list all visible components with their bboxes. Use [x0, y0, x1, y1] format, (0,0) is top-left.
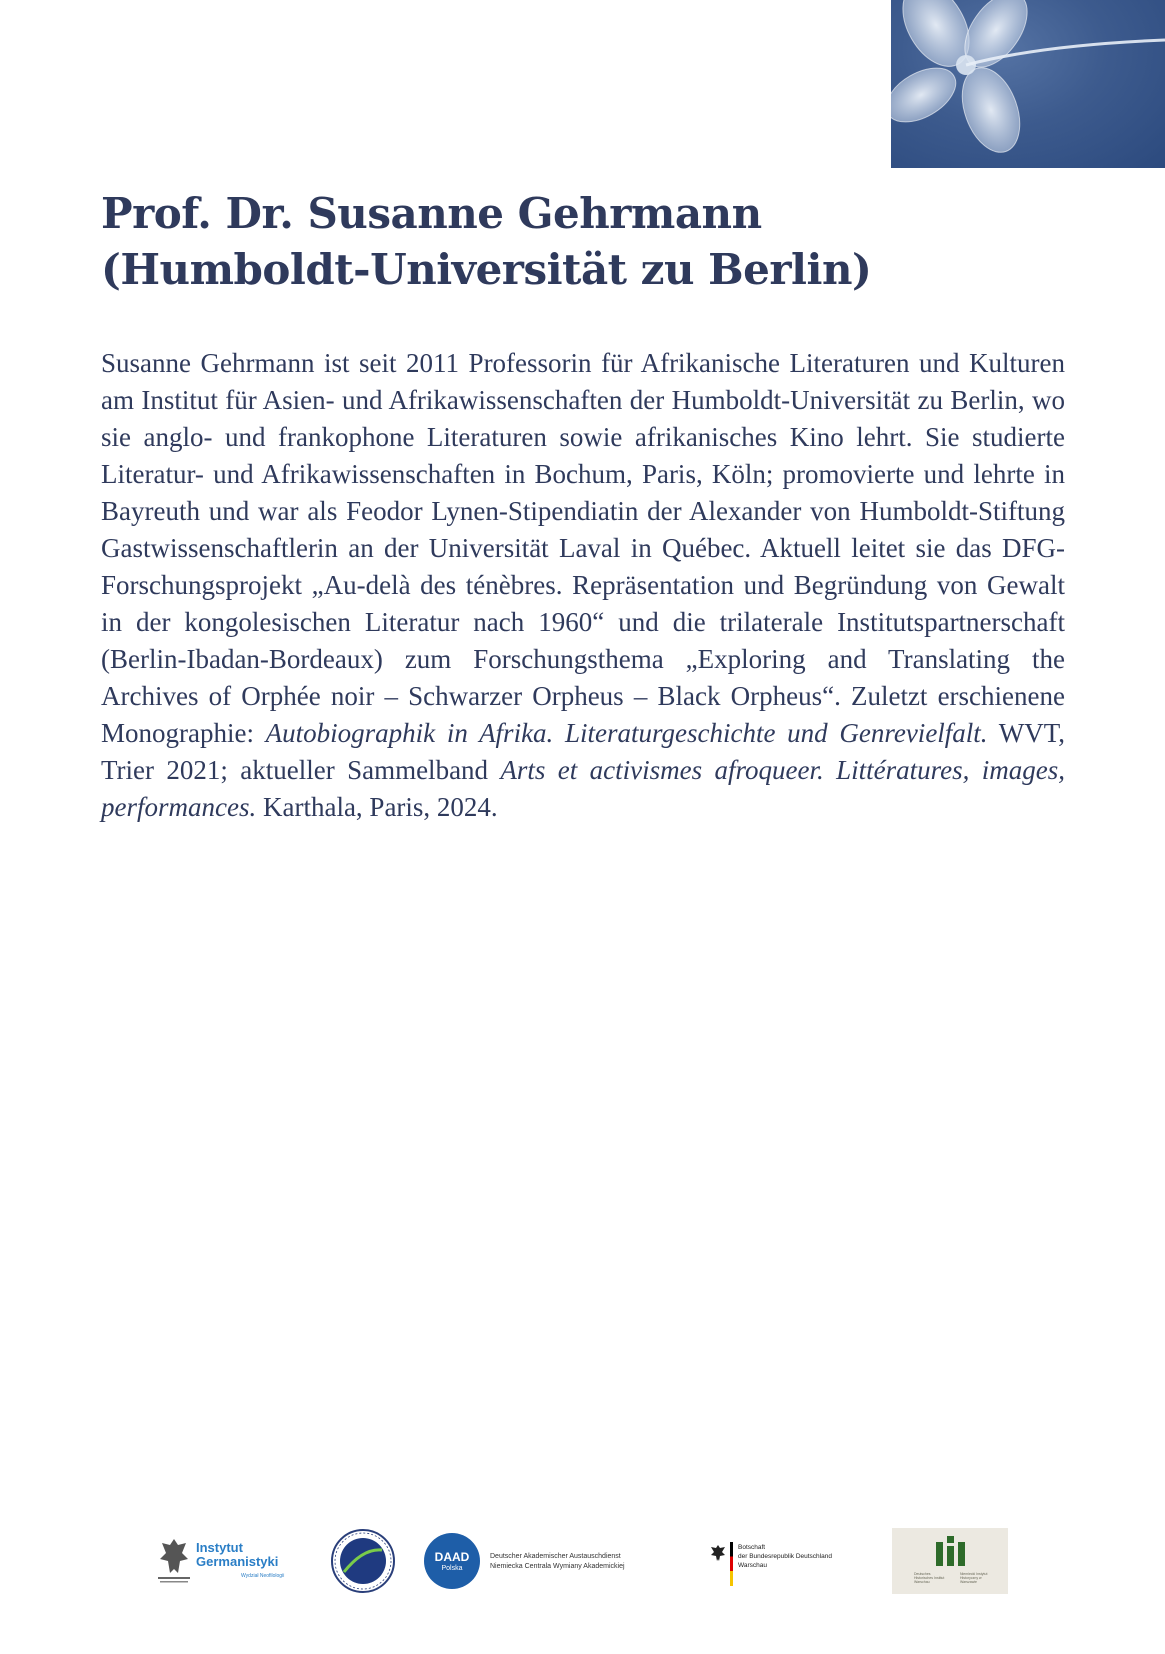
embassy-line-3: Warschau	[738, 1562, 768, 1569]
biography-text	[101, 345, 1065, 826]
bio-part-1: Susanne Gehrmann ist seit 2011 Professorin für Afrikanische Literaturen und Kulturen am Institut für Asien- und Afrikawissenschaften der Humboldt-Universität zu Berlin, wo sie anglo- und frankophone Literaturen sowie afrikanisches Kino lehrt. Sie studierte Literatur- und Afrikawissenschaften in Bochum, Paris, Köln; promovierte und lehrte in Bayreuth und war als Feodor Lynen-Stipendiatin der Alexander von Humboldt-Stiftung Gastwissenschaftlerin an der Universität Laval in Québec. Aktuell leitet sie das DFG-Forschungsprojekt „Au-delà des ténèbres. Repräsentation und Begründung von Gewalt in der kongolesischen Literatur nach 1960“ und die trilaterale Institutspartnerschaft (Berlin-Ibadan-Bordeaux) zum Forschungsthema „Exploring and Translating the Archives of Orphée noir – Schwarzer Orpheus – Black Orpheus“. Zuletzt erschienene Monographie:	[101, 348, 1065, 748]
dhi-polish-name: Niemiecki Instytut Historyczny w Warszawie	[960, 1572, 988, 1584]
german-flag-stripe	[730, 1542, 733, 1586]
daad-german-name: Deutscher Akademischer Austauschdienst	[490, 1553, 621, 1560]
page-title	[101, 186, 1001, 298]
uw-institute-label: Instytut	[196, 1540, 243, 1555]
cyanotype-flower-image	[891, 0, 1165, 168]
dhi-warsaw-logo	[892, 1528, 1008, 1594]
german-embassy-logo	[710, 1542, 860, 1586]
anthology-title: Arts et activismes afroqueer. Littératures, images, performances.	[101, 755, 1065, 822]
title-name: Prof. Dr. Susanne Gehrmann	[101, 189, 762, 238]
title-affiliation: (Humboldt-Universität zu Berlin)	[101, 245, 872, 294]
societas-humboldtiana-logo	[330, 1528, 396, 1594]
daad-polish-name: Niemiecka Centrala Wymiany Akademickiej	[490, 1563, 625, 1570]
embassy-line-2: der Bundesrepublik Deutschland	[738, 1553, 832, 1560]
eagle-icon	[156, 1535, 192, 1585]
uw-germanistik-label: Germanistyki	[196, 1554, 279, 1569]
federal-eagle-icon	[710, 1544, 726, 1562]
dhi-mark-icon	[936, 1536, 966, 1566]
dhi-german-name: Deutsches Historisches Institut Warschau	[914, 1572, 945, 1584]
uw-faculty-label: Wydział Neofilologii	[241, 1573, 285, 1579]
university-warsaw-logo	[156, 1535, 291, 1587]
daad-label: DAAD	[434, 1550, 470, 1564]
sponsor-logos	[150, 1520, 1020, 1600]
bio-part-3: Karthala, Paris, 2024.	[256, 792, 498, 822]
bio-part-2: WVT, Trier 2021; aktueller Sammelband	[101, 718, 1065, 785]
embassy-line-1: Botschaft	[738, 1544, 766, 1551]
daad-logo	[422, 1528, 672, 1596]
monograph-title: Autobiographik in Afrika. Literaturgeschichte und Genrevielfalt.	[265, 718, 988, 748]
daad-polska-label: Polska	[441, 1565, 463, 1572]
daad-circle-badge	[424, 1533, 480, 1589]
